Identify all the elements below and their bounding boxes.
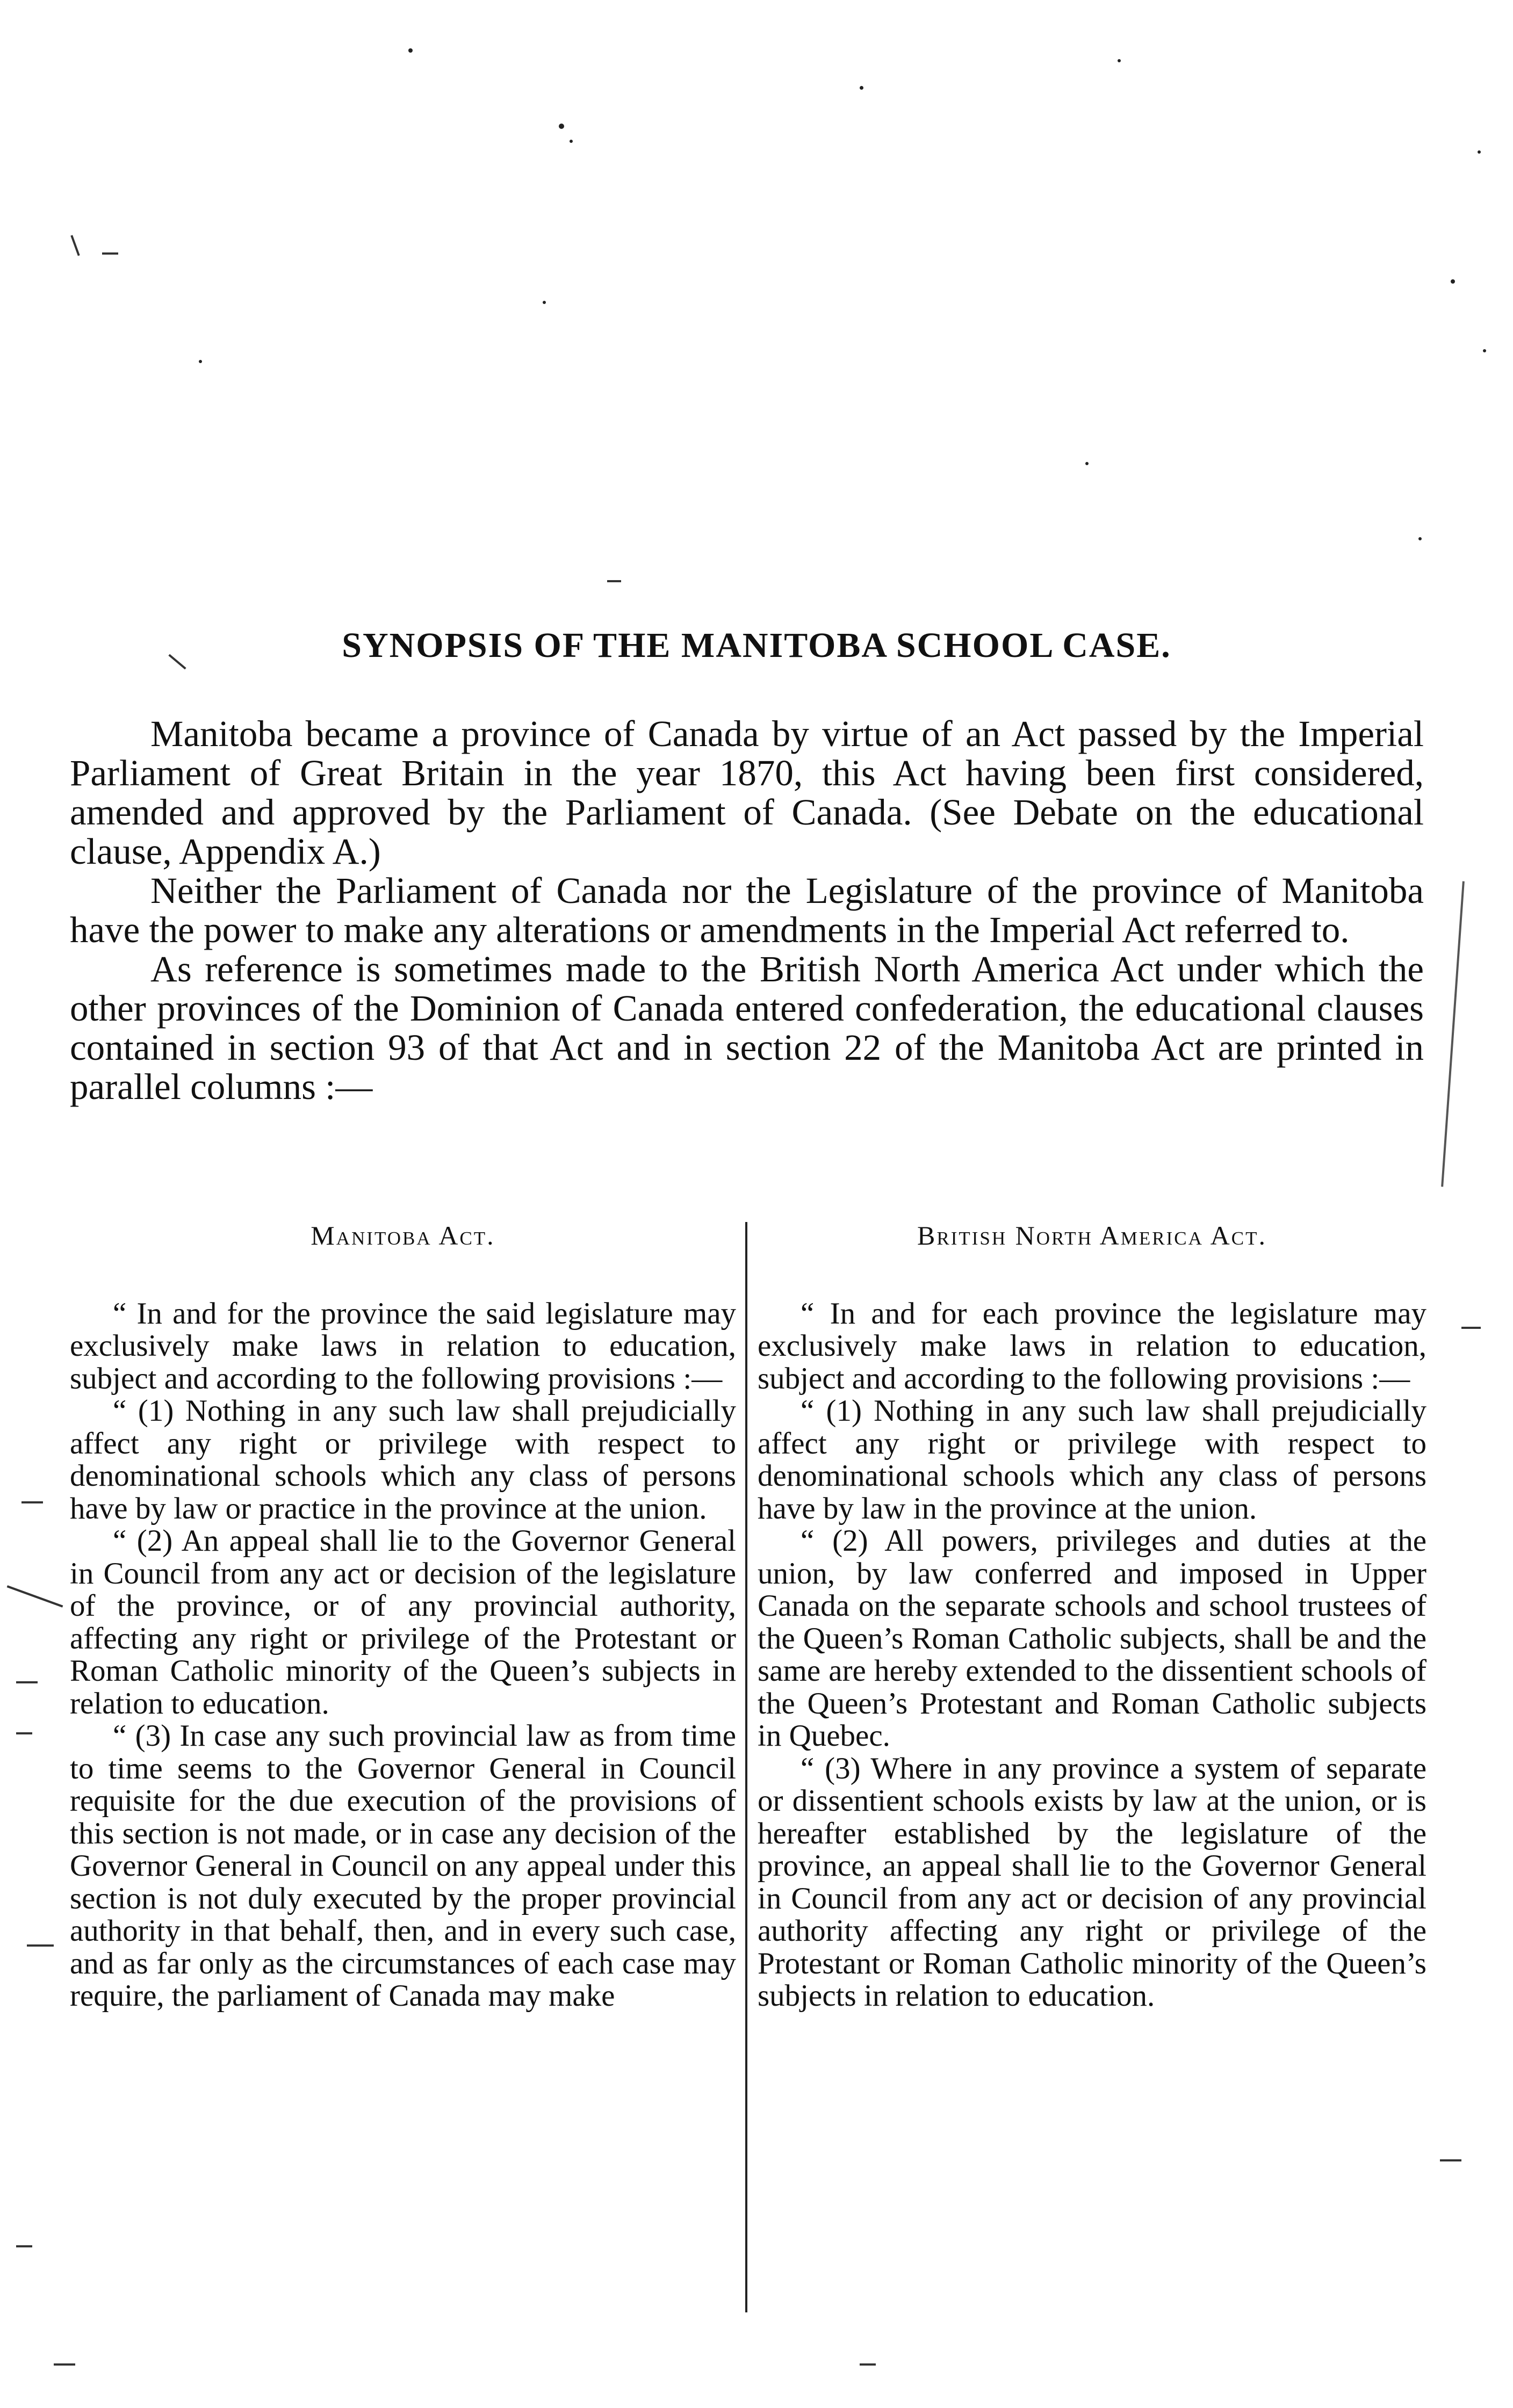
bna-act-paragraph: “ (2) All powers, privileges and duties at the union, by law conferred and imposed in Upper Canada on the separate schools and school trustees of the Queen’s Roman Catholic subjects, shall be and the same are hereby extended to the dissentient schools of the Queen’s Protestant and Roman Catholic subjects in Quebec. bbox=[758, 1524, 1426, 1753]
manitoba-act-paragraph: “ (2) An appeal shall lie to the Governor General in Council from any act or decision of the legislature of the province, or of any provincial authority, affecting any right or privilege of the Protestant or Roman Catholic minority of the Queen’s subjects in relation to education. bbox=[70, 1524, 736, 1720]
intro-paragraph: As reference is sometimes made to the British North America Act under which the other provinces of the Dominion of Canada entered confederation, the educational clauses contained in section 93 of that Act and in section 22 of the Manitoba Act are printed in parallel columns :— bbox=[70, 949, 1424, 1107]
manitoba-act-column bbox=[70, 1219, 736, 2013]
manitoba-act-paragraph: “ (1) Nothing in any such law shall prejudicially affect any right or privilege with respect to denominational schools which any class of persons have by law or practice in the province at the union. bbox=[70, 1394, 736, 1525]
column-divider bbox=[745, 1222, 747, 2312]
bna-act-paragraph: “ (1) Nothing in any such law shall prejudicially affect any right or privilege with respect to denominational schools which any class of persons have by law in the province at the union. bbox=[758, 1394, 1426, 1525]
page-fold-line bbox=[1441, 881, 1465, 1187]
bna-act-paragraph: “ (3) Where in any province a system of separate or dissentient schools exists by law at the union, or is hereafter established by the legislature of the province, an appeal shall lie to the Governor General in Council from any act or decision of any provincial authority affecting any right or privilege of the Protestant or Roman Catholic minority of the Queen’s subjects in relation to education. bbox=[758, 1751, 1426, 2013]
manitoba-act-paragraph: “ (3) In case any such provincial law as from time to time seems to the Governor General in Council requisite for the due execution of the provisions of this section is not made, or in case any decision of the Governor General in Council on any appeal under this section is not duly executed by the proper provincial authority in that behalf, then, and in every such case, and as far only as the circumstances of each case may require, the parliament of Canada may make bbox=[70, 1719, 736, 2013]
bna-act-column bbox=[758, 1219, 1426, 2013]
bna-act-heading: British North America Act. bbox=[917, 1220, 1267, 1250]
manitoba-act-heading: Manitoba Act. bbox=[311, 1220, 495, 1250]
manitoba-act-paragraph: “ In and for the province the said legislature may exclusively make laws in relation to education, subject and according to the following provisions :— bbox=[70, 1296, 736, 1395]
page-title: SYNOPSIS OF THE MANITOBA SCHOOL CASE. bbox=[342, 626, 1171, 666]
intro-text bbox=[70, 714, 1424, 1107]
intro-paragraph: Neither the Parliament of Canada nor the Legislature of the province of Manitoba have the power to make any alterations or amendments in the Imperial Act referred to. bbox=[70, 870, 1424, 950]
intro-paragraph: Manitoba became a province of Canada by virtue of an Act passed by the Imperial Parliament of Great Britain in the year 1870, this Act having been first considered, amended and approved by the Parliament of Canada. (See Debate on the educational clause, Appendix A.) bbox=[70, 713, 1424, 872]
bna-act-paragraph: “ In and for each province the legislature may exclusively make laws in relation to education, subject and according to the following provisions :— bbox=[758, 1296, 1426, 1395]
